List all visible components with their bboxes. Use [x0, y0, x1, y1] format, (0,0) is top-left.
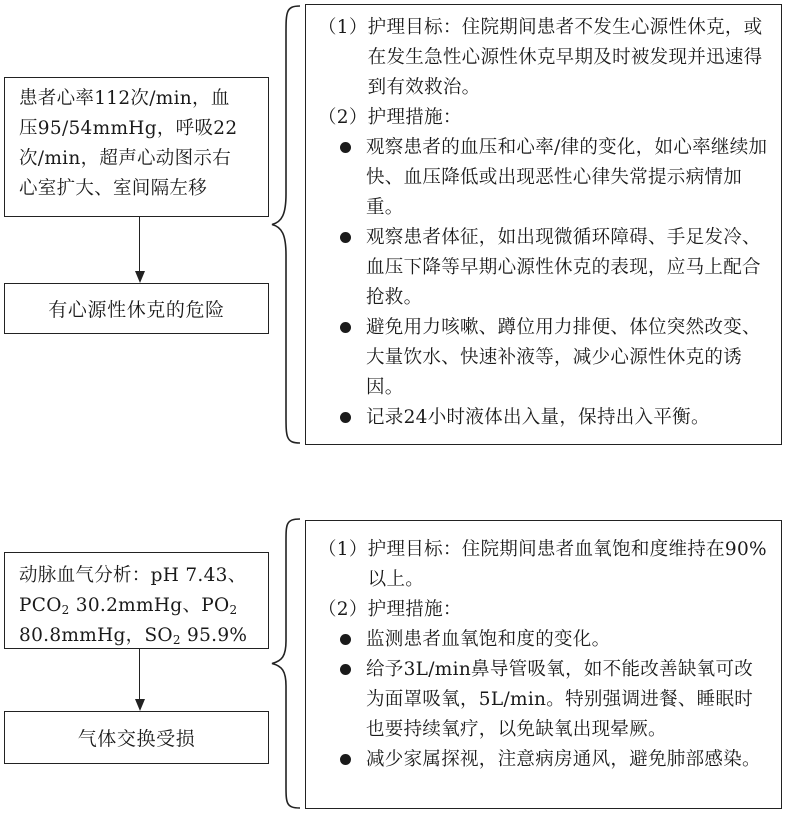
measure-text: 减少家属探视，注意病房通风，避免肺部感染。 — [366, 749, 761, 770]
diagnosis-box-shock-risk — [4, 283, 269, 334]
measure-item — [318, 625, 771, 655]
pco2-value: 30.2mmHg、PO — [69, 595, 230, 616]
measure-item — [318, 403, 771, 433]
measure-text: 观察患者体征，如出现微循环障碍、手足发冷、血压下降等早期心源性休克的表现，应马上配合抢救。 — [366, 227, 761, 308]
diagnosis-box-gas-exchange — [4, 711, 269, 764]
subscript: 2 — [229, 603, 238, 617]
measure-text: 记录24小时液体出入量，保持出入平衡。 — [366, 407, 710, 428]
nursing-goal — [318, 13, 771, 103]
connector-line — [139, 217, 140, 271]
premise-line: 次/min，超声心动图示右 — [19, 148, 232, 169]
bullet-icon — [318, 313, 366, 403]
nursing-measures-heading — [318, 103, 771, 133]
measure-item — [318, 313, 771, 403]
item-number: （1） — [318, 17, 368, 38]
care-plan-box-cardiac — [305, 4, 782, 445]
measure-text: 监测患者血氧饱和度的变化。 — [366, 629, 611, 650]
bullet-icon — [318, 133, 366, 223]
bullet-icon — [318, 223, 366, 313]
item-number: （2） — [318, 599, 368, 620]
bullet-icon — [318, 403, 366, 433]
premise-box-blood-gas — [4, 552, 269, 649]
bullet-icon — [318, 625, 366, 655]
premise-line — [19, 621, 256, 651]
measure-item — [318, 133, 771, 223]
po2-value: 80.8mmHg，SO — [19, 625, 173, 646]
subscript: 2 — [61, 603, 70, 617]
premise-line: 压95/54mmHg，呼吸22 — [19, 118, 238, 139]
curly-brace — [268, 517, 308, 810]
item-number: （1） — [318, 539, 368, 560]
connector-line — [139, 649, 140, 699]
curly-brace — [268, 4, 308, 445]
premise-line: 患者心率112次/min，血 — [19, 88, 230, 109]
premise-line: 动脉血气分析：pH 7.43、 — [19, 565, 247, 586]
measure-text: 避免用力咳嗽、蹲位用力排便、体位突然改变、大量饮水、快速补液等，减少心源性休克的诱因。 — [366, 317, 761, 398]
diagnosis-label: 有心源性休克的危险 — [48, 299, 225, 321]
so2-value: 95.9% — [180, 625, 248, 646]
bullet-icon — [318, 745, 366, 775]
arrow-down-icon — [135, 699, 145, 711]
measure-item — [318, 655, 771, 745]
diagnosis-label: 气体交换受损 — [77, 728, 196, 750]
goal-text: 护理目标：住院期间患者血氧饱和度维持在90%以上。 — [367, 539, 767, 590]
care-plan-box-gas-exchange — [305, 520, 782, 809]
pco2-label: PCO — [19, 595, 62, 616]
goal-text: 护理目标：住院期间患者不发生心源性休克，或在发生急性心源性休克早期及时被发现并迅速得到有效救治。 — [367, 17, 763, 98]
subscript: 2 — [172, 633, 181, 647]
measure-item — [318, 223, 771, 313]
arrow-down-icon — [135, 271, 145, 283]
measure-text: 观察患者的血压和心率/律的变化，如心率继续加快、血压降低或出现恶性心律失常提示病情加重。 — [366, 137, 768, 218]
measures-title: 护理措施： — [367, 107, 462, 128]
premise-line — [19, 591, 256, 621]
measures-title: 护理措施： — [367, 599, 462, 620]
nursing-measures-heading — [318, 595, 771, 625]
item-number: （2） — [318, 107, 368, 128]
nursing-goal — [318, 535, 771, 595]
measure-item — [318, 745, 771, 775]
premise-box-cardiac — [4, 77, 269, 217]
bullet-icon — [318, 655, 366, 745]
premise-line: 心室扩大、室间隔左移 — [19, 178, 208, 199]
measure-text: 给予3L/min鼻导管吸氧，如不能改善缺氧可改为面罩吸氧，5L/min。特别强调进餐、睡眠时也要持续氧疗，以免缺氧出现晕厥。 — [366, 659, 754, 740]
